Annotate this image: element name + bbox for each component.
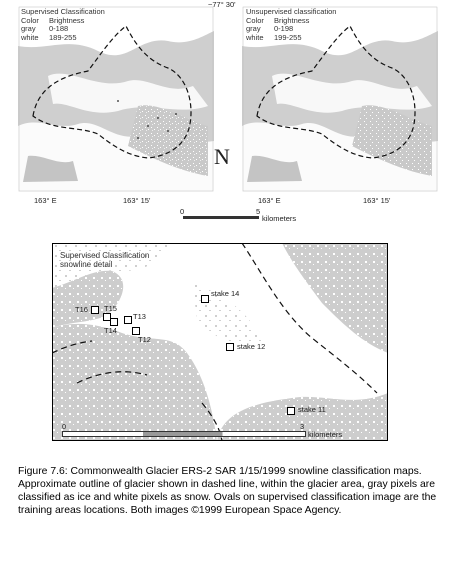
figure-caption: Figure 7.6: Commonwealth Glacier ERS-2 SAR 1/15/1999 snowline classification maps. Approximate outline of glacier shown in dashed line, within the glacier area, gray pixels are classified as ice and white pixels as snow. Ovals on supervised classification image are the training areas locations. Both images ©1999 European Space Agency.: [18, 466, 437, 516]
stake-label: stake 11: [298, 405, 326, 414]
detail-scale-start: 0: [62, 422, 67, 431]
legend-header-brightness: Brightness: [49, 15, 85, 25]
north-arrow-icon: N: [214, 144, 230, 169]
training-area-marker: [132, 327, 140, 335]
detail-title-line1: Supervised Classification: [60, 251, 150, 260]
legend-color-name: white: [21, 32, 39, 42]
detail-title-line2: snowline detail: [60, 260, 113, 270]
detail-scale-end: 3: [300, 422, 305, 431]
stake-marker: [287, 407, 295, 415]
training-area-marker: [110, 318, 118, 326]
legend-row-white: [246, 34, 336, 43]
training-area-label: T13: [133, 312, 146, 321]
legend-brightness-range: 0-198: [274, 24, 294, 34]
stake-marker: [226, 343, 234, 351]
lon-label: 163° 15': [363, 196, 391, 205]
legend-header-brightness: Brightness: [274, 15, 310, 25]
stake-label: stake 14: [211, 289, 240, 298]
legend-header-color: Color: [21, 15, 39, 25]
supervised-title: Supervised Classification: [21, 7, 105, 16]
legend-brightness-range: 199-255: [274, 32, 302, 42]
legend-row-white: [21, 34, 105, 43]
scale-end: 5: [256, 207, 261, 216]
lon-label: 163° E: [34, 196, 57, 205]
training-area-marker: [124, 316, 132, 324]
lon-label: 163° 15': [123, 196, 151, 205]
training-area-label: T16: [75, 305, 88, 314]
unsupervised-title: Unsupervised classification: [246, 7, 337, 16]
stake-marker: [201, 295, 209, 303]
legend-color-name: gray: [21, 24, 36, 34]
training-area-label: T12: [138, 335, 151, 344]
legend-color-name: gray: [246, 24, 261, 34]
detail-scale-bar: [62, 431, 306, 437]
unsupervised-legend: [246, 8, 336, 42]
scale-start: 0: [180, 207, 185, 216]
detail-title: [60, 251, 149, 270]
legend-color-name: white: [246, 32, 264, 42]
snowline-detail-map: [52, 243, 388, 441]
supervised-legend: [21, 8, 105, 42]
legend-header-color: Color: [246, 15, 264, 25]
scale-bar: [183, 216, 259, 219]
stake-label: stake 12: [237, 342, 266, 351]
scale-unit: kilometers: [262, 214, 297, 223]
training-area-marker: [91, 306, 99, 314]
detail-scale-unit: kilometers: [308, 430, 343, 439]
training-area-label: T15: [104, 304, 117, 313]
latitude-label: ~77° 30': [208, 0, 236, 9]
legend-brightness-range: 0-188: [49, 24, 69, 34]
legend-brightness-range: 189-255: [49, 32, 77, 42]
training-area-label: T14: [104, 326, 117, 335]
lon-label: 163° E: [258, 196, 281, 205]
